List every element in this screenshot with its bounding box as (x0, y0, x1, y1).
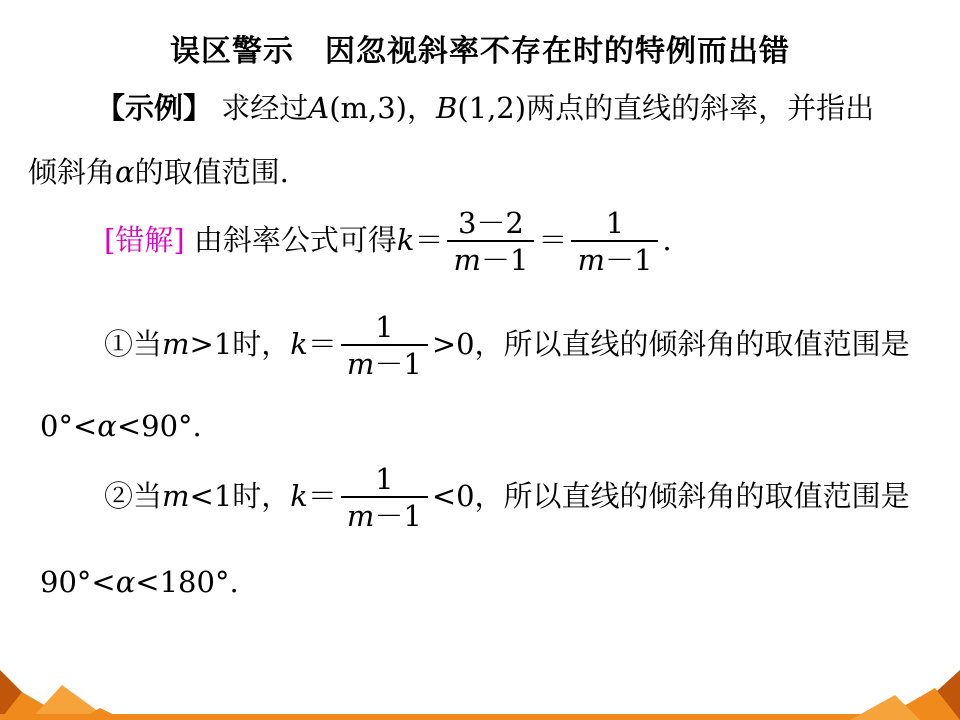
footer-bar (0, 714, 960, 720)
case-2-line: ②当m<1时，k＝ $\frac{1}{m-1}$ <0，所以直线的倾斜角的取值范围是 (104, 462, 910, 533)
case-2-range: 90°<α<180°. (40, 565, 239, 599)
example-line-1: 【示例】 求经过A(m,3)，B(1,2)两点的直线的斜率，并指出 (96, 91, 875, 125)
example-line-2: 倾斜角α的取值范围. (28, 155, 289, 189)
fraction-1: $\frac{3-2}{m-1}$ (447, 206, 534, 278)
wrong-solution-line: [错解] 由斜率公式可得k＝ $\frac{3-2}{m-1}$ ＝ $\frac{1}{m-1}$ . (104, 206, 672, 277)
case-1-range: 0°<α<90°. (40, 409, 202, 443)
case-1-fraction: $\frac{1}{m-1}$ (341, 310, 428, 382)
case-2-fraction: $\frac{1}{m-1}$ (341, 462, 428, 534)
page-title: 误区警示 因忽视斜率不存在时的特例而出错 (170, 34, 790, 69)
case-1-line: ①当m>1时，k＝ $\frac{1}{m-1}$ >0，所以直线的倾斜角的取值范围是 (104, 310, 910, 381)
wrong-label: [错解] (104, 223, 185, 257)
example-label: 【示例】 (96, 91, 213, 125)
footer-decoration (0, 640, 960, 720)
fraction-2: $\frac{1}{m-1}$ (571, 206, 658, 278)
